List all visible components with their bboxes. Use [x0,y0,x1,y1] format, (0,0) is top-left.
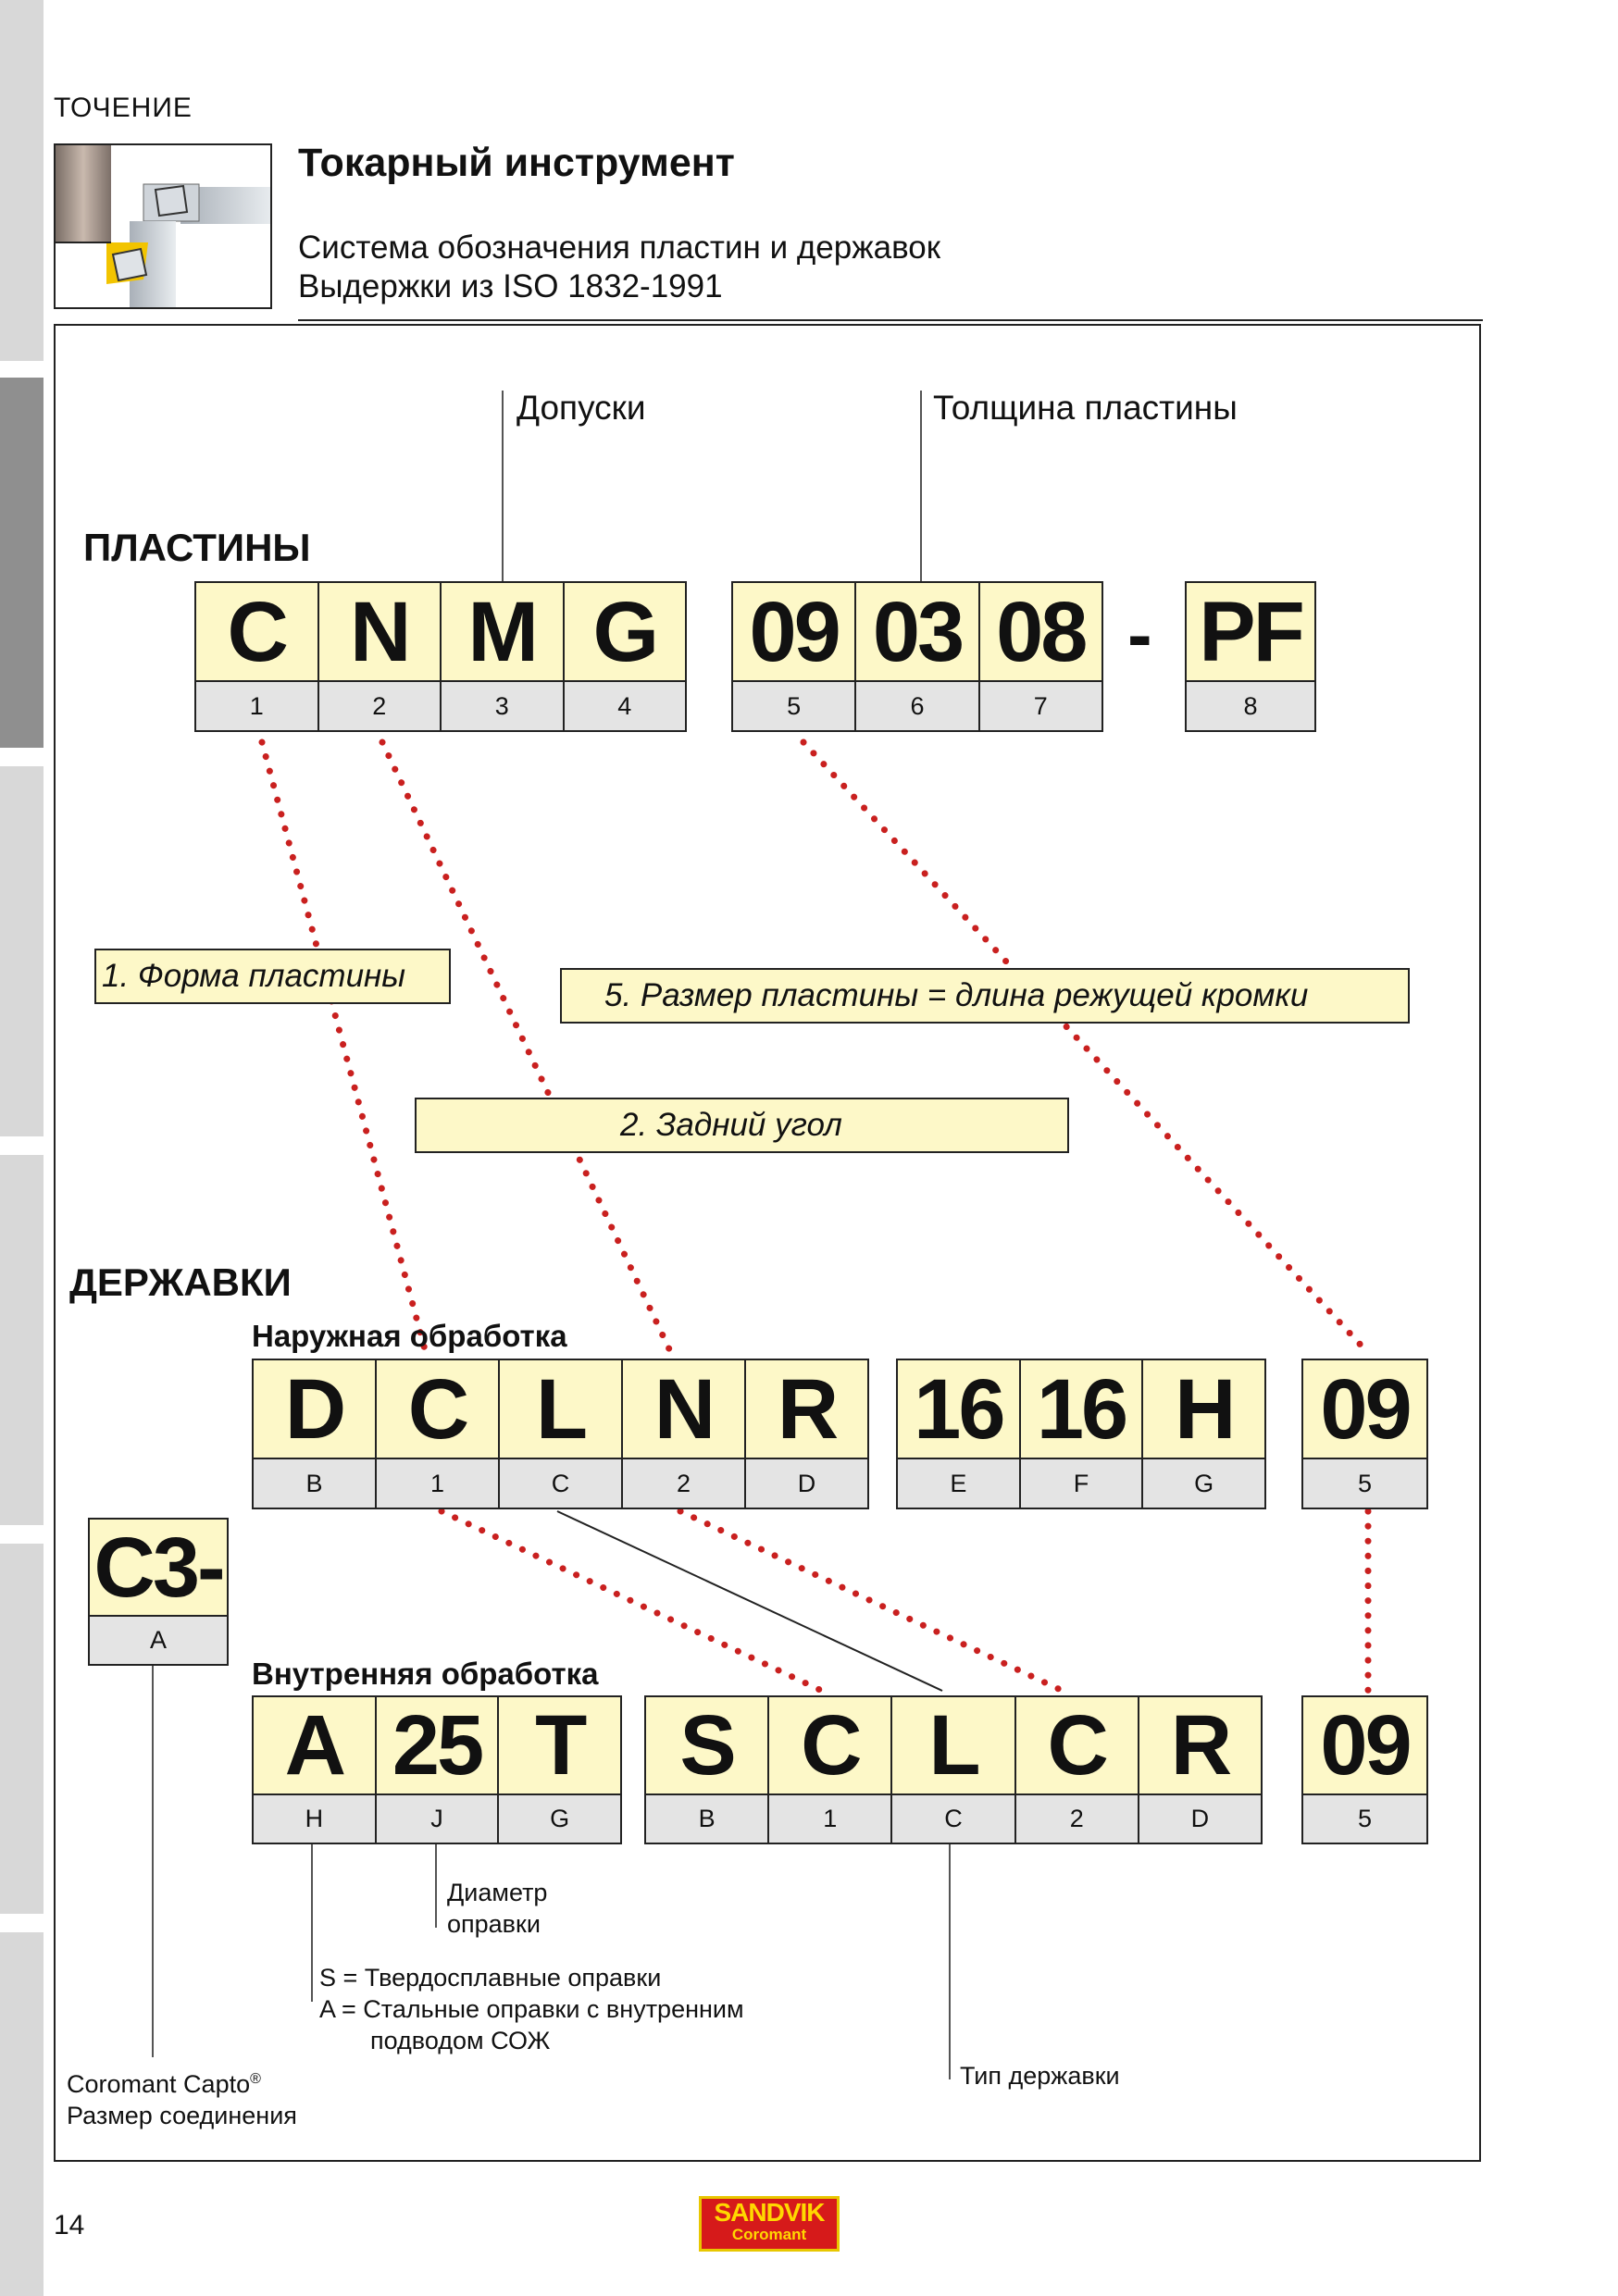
code-position: 2 [623,1458,744,1508]
bar-material-steel: A = Стальные оправки с внутренним [319,1995,744,2023]
logo-coromant: Coromant [731,2226,807,2243]
boring-bar-code-group [252,1695,622,1844]
code-character: C [196,583,317,680]
code-position: 2 [319,680,441,730]
capto-connection-size: Размер соединения [67,2102,297,2129]
code-cell [744,1360,867,1508]
code-character: C3- [90,1520,227,1615]
code-character: N [319,583,441,680]
code-character: M [442,583,563,680]
insert-code-dash: - [1127,593,1152,676]
insert-code-chipbreaker [1185,581,1316,732]
code-position: C [892,1793,1014,1843]
code-cell [854,583,977,730]
external-machining-label: Наружная обработка [252,1319,567,1353]
insert-code-size-group [731,581,1103,732]
thickness-label: Толщина пластины [933,389,1238,427]
bar-material-steel-coolant: подводом СОЖ [370,2027,551,2054]
code-cell [733,583,854,730]
code-cell [497,1697,620,1843]
code-cell [498,1360,621,1508]
logo-sandvik: SANDVIK [714,2198,825,2227]
code-position: C [500,1458,621,1508]
code-position: 4 [565,680,686,730]
code-position: A [90,1615,227,1664]
code-character: PF [1187,583,1314,680]
holder-type-note: Тип державки [960,2062,1120,2090]
capto-size-code [88,1518,229,1666]
code-character: G [565,583,686,680]
external-holder-size-group [896,1359,1266,1509]
code-position: B [646,1793,767,1843]
code-position: D [746,1458,867,1508]
code-character: 16 [1021,1360,1142,1458]
code-position: 1 [769,1793,890,1843]
code-cell [1187,583,1314,730]
code-character: T [499,1697,620,1793]
external-holder-code-group [252,1359,869,1509]
code-position: D [1139,1793,1261,1843]
code-cell [563,583,686,730]
code-position: 7 [980,680,1101,730]
code-cell [375,1360,498,1508]
code-position: 6 [856,680,977,730]
code-cell [1303,1360,1426,1508]
code-cell [375,1697,498,1843]
code-cell [317,583,441,730]
code-position: G [1143,1458,1264,1508]
bar-diameter-note-line1: Диаметр [447,1879,548,1906]
code-cell [90,1520,227,1664]
registered-mark: ® [250,2071,261,2087]
label-clearance-angle [415,1098,1069,1153]
code-cell [440,583,563,730]
internal-holder-code-group [644,1695,1263,1844]
code-cell [1014,1697,1138,1843]
code-cell [1019,1360,1142,1508]
code-character: 16 [898,1360,1019,1458]
code-position: 8 [1187,680,1314,730]
label-insert-size [560,968,1410,1024]
code-cell [1303,1697,1426,1843]
section-label: ТОЧЕНИЕ [54,93,193,123]
code-position: B [254,1458,375,1508]
code-cell [646,1697,767,1843]
code-position: 5 [1303,1458,1426,1508]
code-cell [1138,1697,1261,1843]
tolerance-label: Допуски [517,389,646,427]
code-character: D [254,1360,375,1458]
label-insert-size-text: 5. Размер пластины = длина режущей кромки [604,977,1309,1013]
code-character: 09 [733,583,854,680]
label-clearance-angle-text: 2. Задний угол [620,1107,842,1143]
code-position: 5 [1303,1793,1426,1843]
page-subtitle: Система обозначения пластин и державок [298,230,941,266]
code-character: R [1139,1697,1261,1793]
code-cell [254,1697,375,1843]
label-insert-shape-text: 1. Форма пластины [102,958,406,994]
internal-holder-insert-size [1301,1695,1428,1844]
code-character: H [1143,1360,1264,1458]
code-character: 25 [377,1697,498,1793]
external-holder-insert-size [1301,1359,1428,1509]
capto-brand: Coromant Capto [67,2070,251,2098]
code-position: E [898,1458,1019,1508]
holders-heading: ДЕРЖАВКИ [69,1260,292,1304]
code-cell [1141,1360,1264,1508]
code-position: 1 [196,680,317,730]
code-position: 5 [733,680,854,730]
code-character: 08 [980,583,1101,680]
code-cell [767,1697,890,1843]
code-character: 09 [1303,1697,1426,1793]
code-character: N [623,1360,744,1458]
code-position: 2 [1016,1793,1138,1843]
code-cell [196,583,317,730]
code-character: 03 [856,583,977,680]
bar-material-note [319,1962,744,2056]
code-character: A [254,1697,375,1793]
code-position: J [377,1793,498,1843]
code-character: S [646,1697,767,1793]
code-cell [890,1697,1014,1843]
label-insert-shape [94,949,451,1004]
inserts-heading: ПЛАСТИНЫ [83,526,311,569]
code-position: F [1021,1458,1142,1508]
code-position: 1 [377,1458,498,1508]
code-character: C [769,1697,890,1793]
code-character: C [377,1360,498,1458]
code-position: 3 [442,680,563,730]
code-character: R [746,1360,867,1458]
sandvik-coromant-logo [699,2196,840,2252]
internal-machining-label: Внутренняя обработка [252,1657,599,1691]
code-position: H [254,1793,375,1843]
page-subtitle-iso: Выдержки из ISO 1832-1991 [298,268,723,304]
bar-material-carbide: S = Твердосплавные оправки [319,1964,662,1992]
code-cell [621,1360,744,1508]
capto-note [67,2064,297,2131]
code-character: L [892,1697,1014,1793]
code-cell [254,1360,375,1508]
code-character: L [500,1360,621,1458]
code-character: 09 [1303,1360,1426,1458]
code-cell [978,583,1101,730]
bar-diameter-note [447,1877,547,1940]
page-number: 14 [54,2210,85,2240]
code-position: G [499,1793,620,1843]
bar-diameter-note-line2: оправки [447,1910,541,1938]
insert-code-shape-group [194,581,687,732]
code-cell [898,1360,1019,1508]
code-character: C [1016,1697,1138,1793]
page-title: Токарный инструмент [298,141,735,185]
